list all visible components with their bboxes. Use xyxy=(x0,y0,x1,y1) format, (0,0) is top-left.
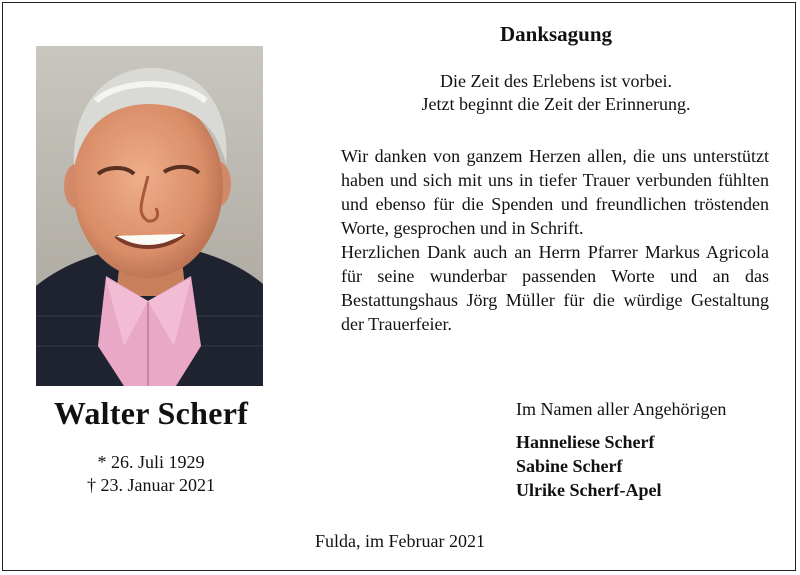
relative-name: Hanneliese Scherf xyxy=(516,432,655,452)
notice-title: Danksagung xyxy=(499,22,613,46)
on-behalf-line: Im Namen aller Angehörigen xyxy=(516,399,727,419)
relatives-list xyxy=(516,430,661,502)
relative-name: Sabine Scherf xyxy=(516,456,623,476)
portrait-photo xyxy=(36,46,263,386)
thank-you-text xyxy=(341,144,769,336)
place-date: Fulda, im Februar 2021 xyxy=(315,531,485,551)
obituary-card xyxy=(2,2,796,571)
motto-line: Jetzt beginnt die Zeit der Erinnerung. xyxy=(421,94,691,114)
thank-you-paragraph: Wir danken von ganzem Herzen allen, die uns unterstützt haben und sich mit uns in tiefer Trauer verbunden fühlten und ebenso für die Spenden und freundlichen tröstenden Worte, gesprochen und in Schrift. xyxy=(341,146,769,238)
birth-date: * 26. Juli 1929 xyxy=(97,452,205,472)
motto xyxy=(343,70,769,116)
death-date: † 23. Januar 2021 xyxy=(87,475,215,495)
life-dates xyxy=(3,451,299,497)
thank-you-paragraph: Herzlichen Dank auch an Herrn Pfarrer Markus Agricola für seine wunderbar passenden Worte und an das Bestattungshaus Jörg Müller für die würdige Gestaltung der Trauerfeier. xyxy=(341,242,769,334)
deceased-name: Walter Scherf xyxy=(53,395,249,431)
motto-line: Die Zeit des Erlebens ist vorbei. xyxy=(440,71,672,91)
relative-name: Ulrike Scherf-Apel xyxy=(516,480,662,500)
